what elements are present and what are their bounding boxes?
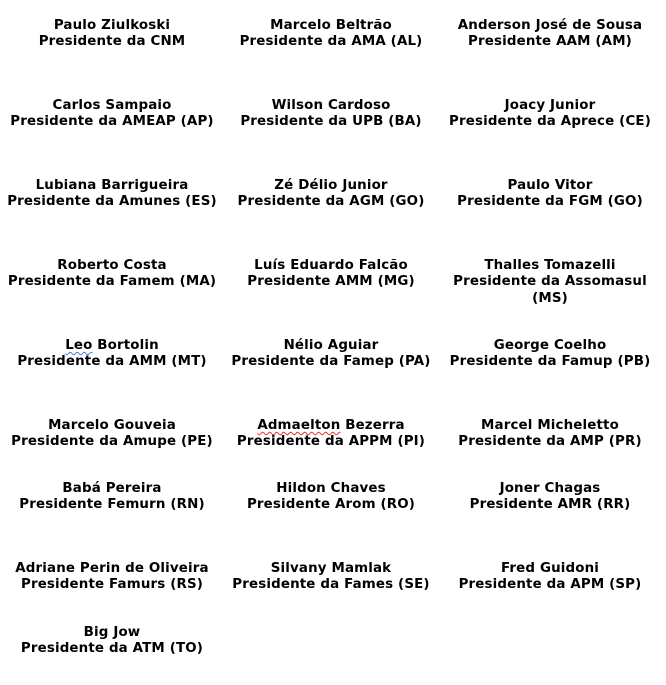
signatory-name: Wilson Cardoso — [271, 98, 391, 113]
signatory-title: Presidente Famurs (RS) — [20, 577, 204, 593]
signatory-name: Marcel Micheletto — [481, 418, 619, 433]
signatory-title: Presidente da UPB (BA) — [240, 114, 422, 130]
signatory-title: Presidente da AMA (AL) — [239, 34, 423, 50]
signatory-title: Presidente da Famup (PB) — [449, 354, 651, 370]
signatory-name: Zé Délio Junior — [274, 178, 388, 193]
signatory-name: Nélio Aguiar — [283, 338, 379, 353]
signatory-title: Presidente da AMEAP (AP) — [10, 114, 214, 130]
signatory-block — [1, 338, 223, 371]
signatory-block — [1, 178, 223, 211]
signatory-name: Adriane Perin de Oliveira — [15, 561, 209, 576]
signatory-block — [220, 481, 442, 514]
signatory-name: Anderson José de Sousa — [457, 18, 643, 33]
signatory-name: Paulo Vitor — [507, 178, 593, 193]
signatory-name: Paulo Ziulkoski — [53, 18, 171, 33]
signatory-name: Silvany Mamlak — [270, 561, 392, 576]
signatory-block — [1, 98, 223, 131]
signatory-block — [220, 418, 442, 451]
signatory-block — [439, 561, 661, 594]
signatory-name: George Coelho — [493, 338, 607, 353]
signatory-block — [439, 258, 661, 307]
signatory-title: Presidente da APPM (PI) — [236, 434, 426, 450]
signatory-block — [439, 98, 661, 131]
signatory-title: Presidente da AGM (GO) — [237, 194, 425, 210]
signatory-title: Presidente da ATM (TO) — [20, 641, 204, 657]
signatory-block — [220, 178, 442, 211]
signatory-name: Hildon Chaves — [276, 481, 386, 496]
signatory-title: Presidente da Amunes (ES) — [7, 194, 217, 210]
signatory-title: Presidente da Famem (MA) — [7, 274, 217, 290]
signatory-block — [1, 258, 223, 291]
signatory-block — [220, 258, 442, 291]
signatory-title: Presidente da AMP (PR) — [458, 434, 642, 450]
signatory-name-rest: Bortolin — [92, 338, 159, 353]
signatory-block — [220, 561, 442, 594]
signatory-name: Marcelo Gouveia — [48, 418, 176, 433]
signatory-name: Lubiana Barrigueira — [35, 178, 189, 193]
signatory-name: Fred Guidoni — [500, 561, 600, 576]
signatory-title: Presidente da APM (SP) — [458, 577, 642, 593]
signatory-block — [220, 98, 442, 131]
signatory-name — [220, 418, 442, 434]
signatory-name: Roberto Costa — [57, 258, 167, 273]
signatory-title: Presidente AMR (RR) — [469, 497, 631, 513]
signatory-block — [439, 418, 661, 451]
signatory-block — [220, 18, 442, 51]
signatory-name: Carlos Sampaio — [52, 98, 172, 113]
signatory-block — [1, 418, 223, 451]
signatory-name: Marcelo Beltrão — [270, 18, 392, 33]
spellcheck-flagged-word[interactable]: Admaelton — [257, 418, 341, 433]
signatory-block — [439, 338, 661, 371]
signatory-title: Presidente Femurn (RN) — [19, 497, 205, 513]
signatory-title: Presidente da Aprece (CE) — [449, 114, 651, 130]
signatory-block — [439, 18, 661, 51]
signatory-title: Presidente AMM (MG) — [247, 274, 415, 290]
signatory-title: Presidente da CNM — [38, 34, 186, 50]
signatory-name: Luís Eduardo Falcão — [254, 258, 408, 273]
signatory-title: Presidente da Fames (SE) — [232, 577, 430, 593]
signatory-title: Presidente da Assomasul (MS) — [453, 274, 647, 306]
signatory-block — [1, 18, 223, 51]
signatory-title: Presidente AAM (AM) — [468, 34, 632, 50]
signatory-title: Presidente Arom (RO) — [246, 497, 416, 513]
spellcheck-flagged-word[interactable]: Leo — [65, 338, 93, 353]
signatory-title: Presidente da AMM (MT) — [17, 354, 207, 370]
signatory-block — [1, 625, 223, 658]
signatory-block — [439, 481, 661, 514]
signatory-block — [220, 338, 442, 371]
signatory-title: Presidente da FGM (GO) — [457, 194, 643, 210]
signatory-name: Thalles Tomazelli — [484, 258, 616, 273]
signatory-name: Joacy Junior — [504, 98, 596, 113]
signatory-block — [439, 178, 661, 211]
signatory-name — [1, 338, 223, 354]
signatory-name-rest: Bezerra — [340, 418, 405, 433]
signatory-name: Babá Pereira — [62, 481, 162, 496]
signatory-block — [1, 481, 223, 514]
signatory-title: Presidente da Amupe (PE) — [11, 434, 213, 450]
signatory-name: Joner Chagas — [499, 481, 601, 496]
signatory-title: Presidente da Famep (PA) — [231, 354, 431, 370]
signatory-block — [1, 561, 223, 594]
signatory-name: Big Jow — [83, 625, 141, 640]
